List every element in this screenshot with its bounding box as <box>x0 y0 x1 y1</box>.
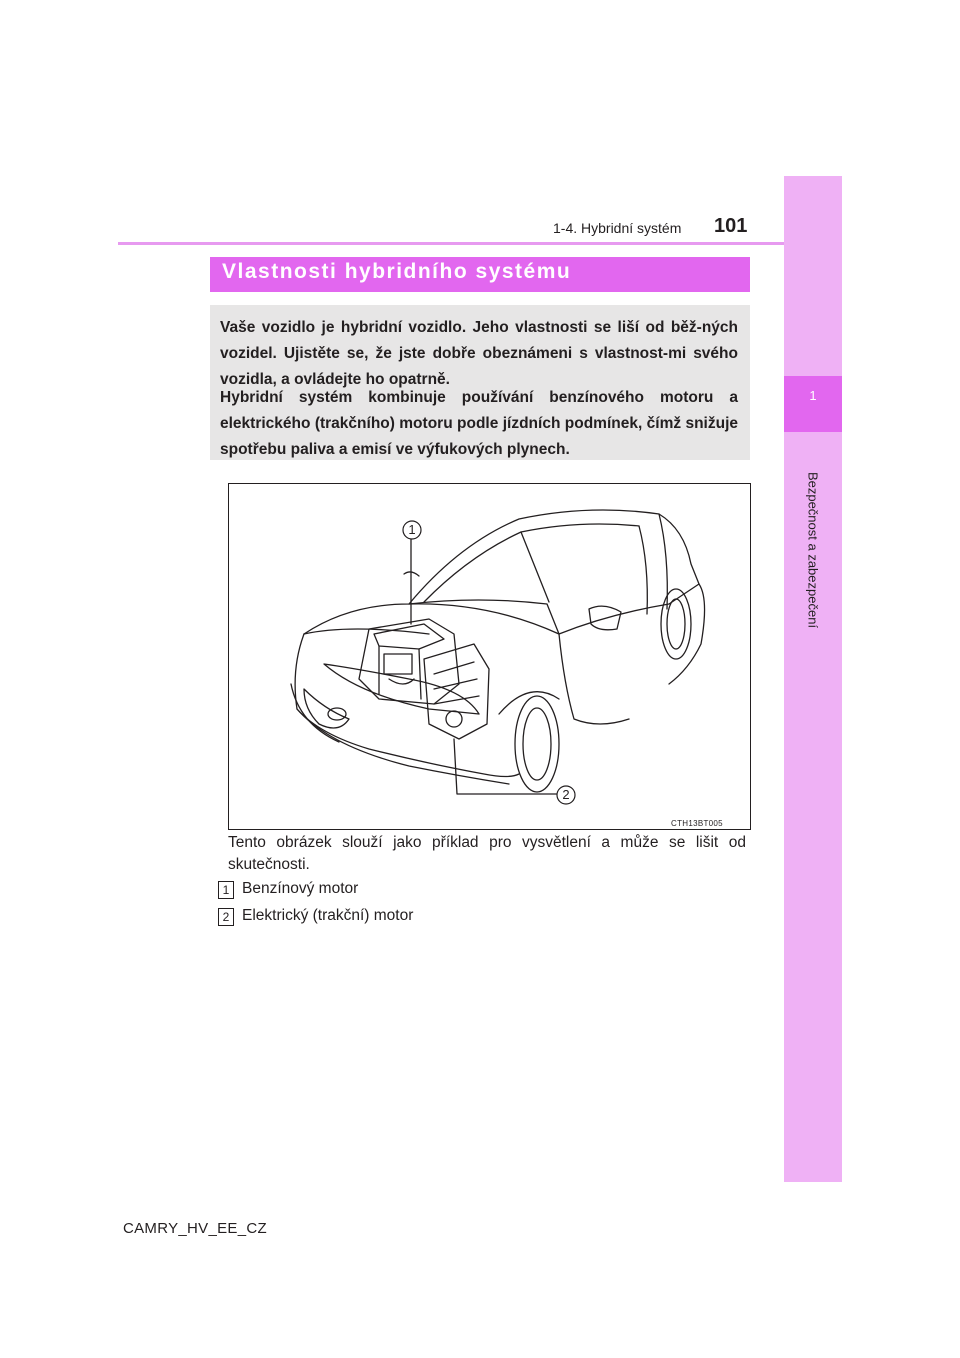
chapter-title: Bezpečnost a zabezpečení <box>805 471 821 629</box>
car-illustration <box>228 483 751 830</box>
legend-label-1: Benzínový motor <box>242 880 359 897</box>
callout-2: 2 <box>562 787 570 802</box>
callout-markers <box>229 484 750 829</box>
callout-1: 1 <box>408 522 416 537</box>
section-title-bar <box>210 257 750 292</box>
chapter-number-tab <box>784 376 842 432</box>
legend-label-2: Elektrický (trakční) motor <box>242 907 414 924</box>
page-title: Vlastnosti hybridního systému <box>222 260 572 283</box>
header-rule <box>118 242 784 245</box>
legend-number-1: 1 <box>218 881 234 899</box>
legend-number-2: 2 <box>218 908 234 926</box>
figure-code: CTH13BT005 <box>671 819 723 828</box>
chapter-side-tab <box>784 176 842 1182</box>
page-number: 101 <box>714 215 748 237</box>
chapter-number: 1 <box>809 388 817 403</box>
intro-paragraph-1: Vaše vozidlo je hybridní vozidlo. Jeho vlastnosti se liší od běž-ných vozidel. Ujistěte se, že jste dobře obeznámeni s vlastnost-mi svého vozidla, a ovládejte ho opatrně. <box>220 319 738 388</box>
figure-caption: Tento obrázek slouží jako příklad pro vysvětlení a může se lišit od skutečnosti. <box>228 834 746 873</box>
intro-box <box>210 305 750 460</box>
section-label: 1-4. Hybridní systém <box>553 220 682 236</box>
intro-paragraph-2: Hybridní systém kombinuje používání benzínového motoru a elektrického (trakčního) motoru podle jízdních podmínek, čímž snižuje spotřebu paliva a emisí ve výfukových plynech. <box>220 389 738 458</box>
document-id: CAMRY_HV_EE_CZ <box>123 1220 267 1237</box>
